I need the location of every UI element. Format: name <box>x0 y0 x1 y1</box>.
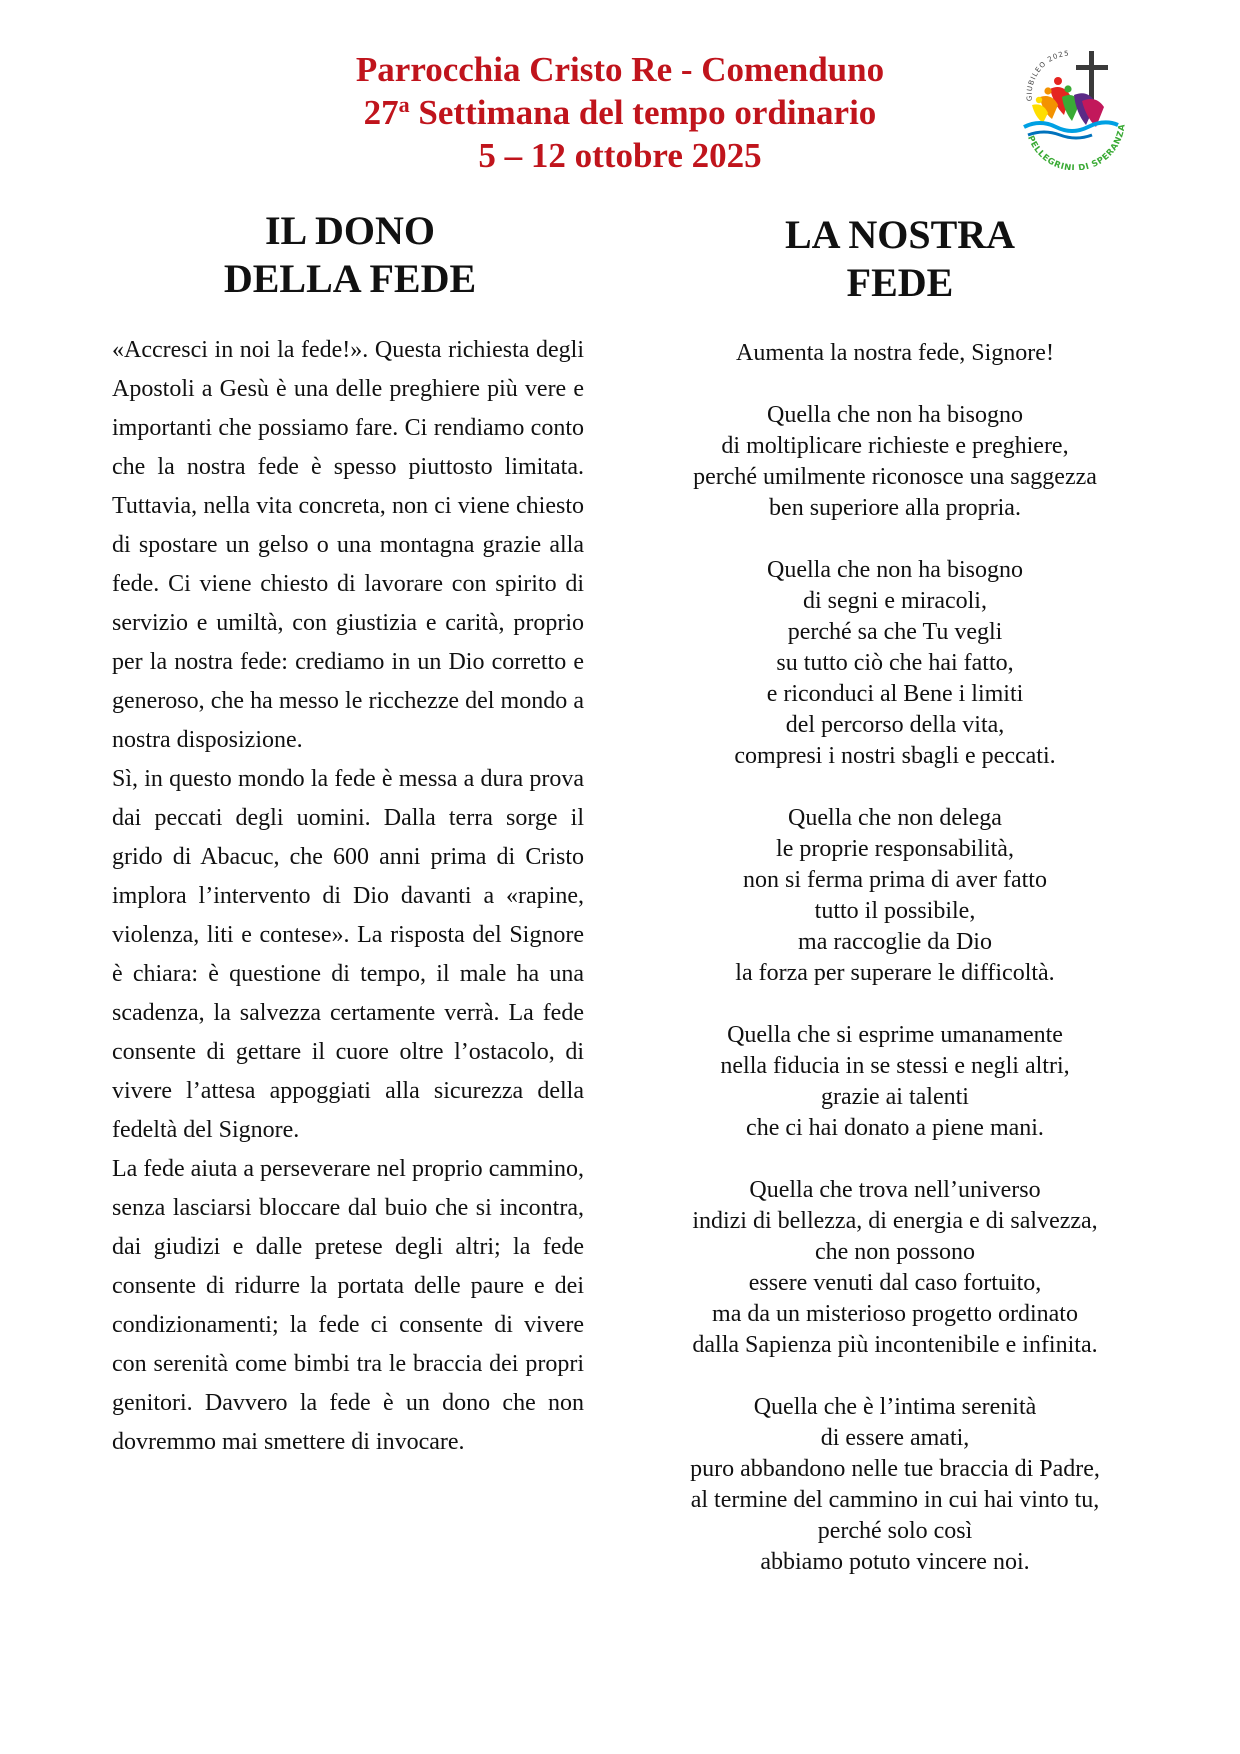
prayer-line: Quella che non delega <box>788 805 1002 831</box>
prayer-text <box>645 338 1145 1609</box>
logo-arc-bottom-text: PELLEGRINI DI SPERANZA <box>1025 123 1128 170</box>
figure-red-head <box>1054 77 1062 85</box>
prayer-line: perché umilmente riconosce una saggezza <box>693 464 1097 490</box>
prayer-line: e riconduci al Bene i limiti <box>766 681 1024 707</box>
prayer-line: di segni e miracoli, <box>803 588 987 614</box>
prayer-line: Quella che non ha bisogno <box>767 557 1023 583</box>
right-column-title <box>660 211 1140 307</box>
parish-name: Parrocchia Cristo Re - Comenduno <box>355 50 885 89</box>
prayer-line: che ci hai donato a piene mani. <box>746 1115 1044 1141</box>
reflection-text <box>112 331 584 1462</box>
logo-cross-horizontal <box>1076 65 1108 70</box>
week-title <box>220 91 1020 134</box>
prayer-line: indizi di bellezza, di energia e di salvezza, <box>692 1208 1098 1234</box>
logo-wave-2 <box>1028 132 1092 138</box>
jubilee-logo <box>1010 45 1135 170</box>
left-column-title <box>110 207 590 303</box>
prayer-line: perché solo così <box>817 1518 973 1544</box>
right-title-line-2: FEDE <box>846 260 954 305</box>
prayer-line: di essere amati, <box>820 1425 970 1451</box>
prayer-line: essere venuti dal caso fortuito, <box>748 1270 1042 1296</box>
logo-wave-1 <box>1024 122 1118 131</box>
prayer-stanza <box>645 555 1145 772</box>
prayer-line: tutto il possibile, <box>814 898 976 924</box>
prayer-line: non si ferma prima di aver fatto <box>743 867 1047 893</box>
prayer-line: di moltiplicare richieste e preghiere, <box>721 433 1069 459</box>
prayer-line: puro abbandono nelle tue braccia di Padre, <box>690 1456 1100 1482</box>
reflection-paragraph: Sì, in questo mondo la fede è messa a dura prova dai peccati degli uomini. Dalla terra sorge il grido di Abacuc, che 600 anni prima di Cristo implora l’intervento di Dio davanti a «rapine, violenza, liti e contese». La risposta del Signore è chiara: è questione di tempo, il male ha una scadenza, la salvezza certamente verrà. La fede consente di gettare il cuore oltre l’ostacolo, di vivere l’attesa appoggiati alla sicurezza della fedeltà del Signore. <box>112 766 584 1143</box>
prayer-stanza <box>645 400 1145 524</box>
figure-orange-head <box>1044 87 1051 94</box>
prayer-stanza <box>645 1175 1145 1361</box>
prayer-line: le proprie responsabilità, <box>776 836 1014 862</box>
week-number: 27 <box>363 93 399 132</box>
prayer-line: grazie ai talenti <box>821 1084 969 1110</box>
bulletin-header <box>220 48 1020 177</box>
prayer-line: Quella che non ha bisogno <box>767 402 1023 428</box>
prayer-line: dalla Sapienza più incontenibile e infinita. <box>692 1332 1098 1358</box>
prayer-line: Quella che si esprime umanamente <box>727 1022 1063 1048</box>
prayer-line: ben superiore alla propria. <box>769 495 1021 521</box>
prayer-line: abbiamo potuto vincere noi. <box>760 1549 1030 1575</box>
week-label: Settimana del tempo ordinario <box>409 93 877 132</box>
prayer-line: ma raccoglie da Dio <box>798 929 992 955</box>
week-ordinal-suffix: a <box>398 92 410 117</box>
date-range: 5 – 12 ottobre 2025 <box>478 136 762 175</box>
prayer-line: del percorso della vita, <box>785 712 1005 738</box>
prayer-line: la forza per superare le difficoltà. <box>735 960 1055 986</box>
prayer-line: compresi i nostri sbagli e peccati. <box>734 743 1056 769</box>
prayer-line: su tutto ciò che hai fatto, <box>776 650 1014 676</box>
prayer-line: nella fiducia in se stessi e negli altri, <box>720 1053 1070 1079</box>
prayer-line: ma da un misterioso progetto ordinato <box>712 1301 1078 1327</box>
prayer-line: perché sa che Tu vegli <box>787 619 1003 645</box>
reflection-paragraph: La fede aiuta a perseverare nel proprio cammino, senza lasciarsi bloccare dal buio che si incontra, dai giudizi e dalle pretese degli altri; la fede consente di ridurre la portata delle paure e dei condizionamenti; la fede ci consente di vivere con serenità come bimbi tra le braccia dei propri genitori. Davvero la fede è un dono che non dovremmo mai smettere di invocare. <box>112 1156 584 1455</box>
figure-green-head <box>1064 85 1071 92</box>
prayer-stanza <box>645 338 1145 369</box>
prayer-stanza <box>645 803 1145 989</box>
prayer-stanza <box>645 1020 1145 1144</box>
left-title-line-2: DELLA FEDE <box>223 256 477 301</box>
prayer-stanza <box>645 1392 1145 1578</box>
prayer-line: Aumenta la nostra fede, Signore! <box>736 340 1054 366</box>
prayer-line: Quella che trova nell’universo <box>749 1177 1041 1203</box>
prayer-line: Quella che è l’intima serenità <box>753 1394 1037 1420</box>
right-title-line-1: LA NOSTRA <box>784 212 1016 257</box>
logo-arc-top-text: GIUBILEO 2025 <box>1025 49 1071 102</box>
figure-yellow-head <box>1036 97 1042 103</box>
prayer-line: che non possono <box>815 1239 975 1265</box>
left-title-line-1: IL DONO <box>264 208 436 253</box>
reflection-paragraph: «Accresci in noi la fede!». Questa richiesta degli Apostoli a Gesù è una delle preghiere più vere e importanti che possiamo fare. Ci rendiamo conto che la nostra fede è spesso piuttosto limitata. Tuttavia, nella vita concreta, non ci viene chiesto di spostare un gelso o una montagna grazie alla fede. Ci viene chiesto di lavorare con spirito di servizio e umiltà, con giustizia e carità, proprio per la nostra fede: crediamo in un Dio corretto e generoso, che ha messo le ricchezze del mondo a nostra disposizione. <box>112 337 584 753</box>
prayer-line: al termine del cammino in cui hai vinto tu, <box>690 1487 1100 1513</box>
